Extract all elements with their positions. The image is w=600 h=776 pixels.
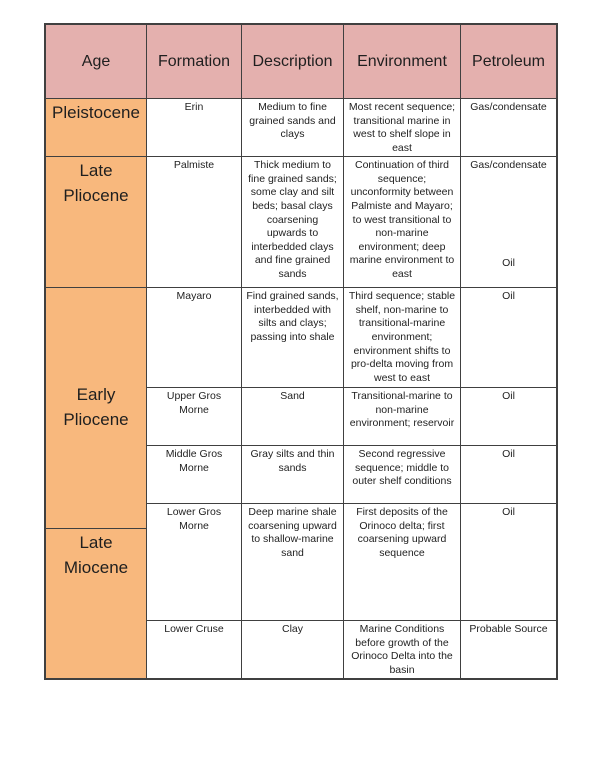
- table-header-row: [46, 25, 556, 99]
- description-cell: Medium to fine grained sands and clays: [242, 99, 344, 156]
- data-rows: [147, 99, 556, 678]
- formation-cell: Mayaro: [147, 288, 242, 387]
- age-column: [46, 99, 147, 678]
- header-environment: Environment: [344, 25, 461, 98]
- petroleum-cell: [461, 446, 556, 503]
- environment-cell: Continuation of third sequence; unconformity between Palmiste and Mayaro; to west transitional to non-marine environment; deep marine environment to east: [344, 157, 461, 287]
- formation-cell: Palmiste: [147, 157, 242, 287]
- petroleum-primary: Gas/condensate: [470, 101, 547, 113]
- description-cell: Sand: [242, 388, 344, 445]
- header-description: Description: [242, 25, 344, 98]
- environment-cell: Second regressive sequence; middle to outer shelf conditions: [344, 446, 461, 503]
- age-cell-late-pliocene: Late Pliocene: [46, 157, 146, 288]
- table-row: [147, 99, 556, 157]
- stratigraphy-table: [44, 23, 558, 680]
- formation-cell: Erin: [147, 99, 242, 156]
- formation-cell: Middle Gros Morne: [147, 446, 242, 503]
- table-row: [147, 288, 556, 388]
- formation-cell: Upper Gros Morne: [147, 388, 242, 445]
- environment-cell: Transitional-marine to non-marine environment; reservoir: [344, 388, 461, 445]
- environment-cell: First deposits of the Orinoco delta; first coarsening upward sequence: [344, 504, 461, 620]
- description-cell: Gray silts and thin sands: [242, 446, 344, 503]
- table-row: [147, 388, 556, 446]
- petroleum-primary: Probable Source: [469, 623, 548, 635]
- petroleum-cell: [461, 504, 556, 620]
- age-cell-pleistocene: Pleistocene: [46, 99, 146, 157]
- age-cell-early-pliocene: Early Pliocene: [46, 288, 146, 529]
- table-row: [147, 446, 556, 504]
- header-formation: Formation: [147, 25, 242, 98]
- formation-cell: Lower Gros Morne: [147, 504, 242, 620]
- petroleum-secondary: Oil: [502, 257, 515, 270]
- table-row: [147, 621, 556, 678]
- petroleum-cell: [461, 388, 556, 445]
- environment-cell: Most recent sequence; transitional marine in west to shelf slope in east: [344, 99, 461, 156]
- petroleum-cell: [461, 621, 556, 678]
- petroleum-primary: Gas/condensate: [470, 159, 547, 171]
- formation-cell: Lower Cruse: [147, 621, 242, 678]
- age-cell-late-miocene: Late Miocene: [46, 529, 146, 678]
- description-cell: Find grained sands, interbedded with silts and clays; passing into shale: [242, 288, 344, 387]
- petroleum-cell: [461, 99, 556, 156]
- petroleum-primary: Oil: [502, 290, 515, 302]
- petroleum-primary: Oil: [502, 390, 515, 402]
- petroleum-cell: [461, 157, 556, 287]
- petroleum-cell: [461, 288, 556, 387]
- header-petroleum: Petroleum: [472, 52, 545, 70]
- table-body: [46, 99, 556, 678]
- environment-cell: Marine Conditions before growth of the Orinoco Delta into the basin: [344, 621, 461, 678]
- petroleum-primary: Oil: [502, 448, 515, 460]
- petroleum-primary: Oil: [502, 506, 515, 518]
- description-cell: Clay: [242, 621, 344, 678]
- table-row: [147, 157, 556, 288]
- table-row: [147, 504, 556, 621]
- description-cell: Deep marine shale coarsening upward to shallow-marine sand: [242, 504, 344, 620]
- environment-cell: Third sequence; stable shelf, non-marine to transitional-marine environment; environment shifts to pro-delta moving from west to east: [344, 288, 461, 387]
- header-age: Age: [46, 25, 147, 98]
- description-cell: Thick medium to fine grained sands; some clay and silt beds; basal clays coarsening upwards to interbedded clays and fine grained sands: [242, 157, 344, 287]
